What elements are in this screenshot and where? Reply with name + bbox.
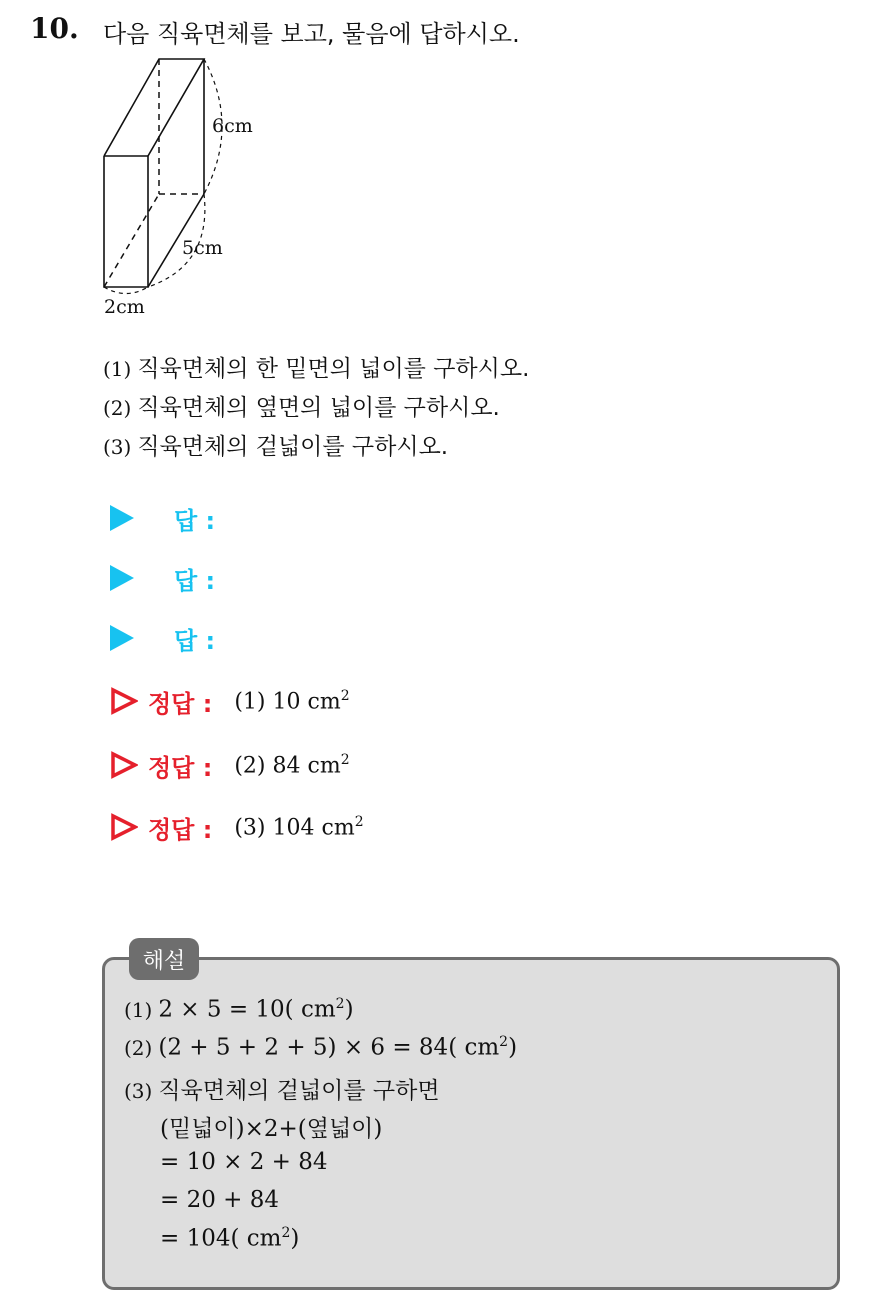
solution-number: (2)	[234, 753, 266, 779]
answer-blank-2[interactable]	[110, 558, 215, 598]
solution-exponent: 2	[340, 687, 350, 704]
play-triangle-icon	[110, 505, 134, 531]
explanation-line-5: = 10 × 2 + 84	[160, 1149, 328, 1175]
explanation-line-3	[124, 1072, 440, 1105]
outline-triangle-icon	[110, 687, 138, 715]
explanation-close: )	[508, 1034, 518, 1061]
width-arc	[104, 287, 148, 294]
solution-exponent: 2	[340, 751, 350, 768]
solution-value	[234, 814, 363, 840]
solution-number: (1)	[234, 689, 266, 715]
explanation-number: (2)	[124, 1035, 153, 1060]
explanation-close: )	[290, 1225, 300, 1252]
solution-number-value: 104	[272, 815, 315, 841]
explanation-line-7	[160, 1225, 299, 1252]
sub-question-text: 직육면체의 겉넓이를 구하시오.	[137, 434, 449, 460]
explanation-expr: (2 + 5 + 2 + 5) × 6 = 84( cm	[158, 1034, 500, 1061]
solution-label: 정답 :	[148, 815, 213, 844]
top-face	[104, 59, 204, 156]
solution-label: 정답 :	[148, 689, 213, 718]
sub-question-text: 직육면체의 한 밑면의 넓이를 구하시오.	[137, 356, 530, 382]
solution-2	[110, 745, 350, 785]
explanation-line-2	[124, 1034, 517, 1061]
answer-label: 답 :	[174, 566, 216, 595]
sub-question-text: 직육면체의 옆면의 넓이를 구하시오.	[137, 395, 500, 421]
solution-unit: cm	[307, 689, 341, 715]
cuboid-figure	[90, 50, 280, 325]
explanation-line-4: (밑넓이)×2+(옆넓이)	[160, 1116, 383, 1142]
sub-question-2	[103, 389, 500, 422]
sub-question-number: (1)	[103, 357, 132, 381]
sub-question-number: (2)	[103, 396, 132, 420]
solution-number-value: 10	[272, 689, 301, 715]
question-number: 10.	[30, 12, 79, 45]
answer-label: 답 :	[174, 506, 216, 535]
explanation-text: 직육면체의 겉넓이를 구하면	[158, 1078, 440, 1104]
explanation-number: (3)	[124, 1079, 153, 1103]
sub-question-number: (3)	[103, 435, 132, 459]
play-triangle-icon	[110, 625, 134, 651]
solution-3	[110, 807, 364, 847]
explanation-line-6: = 20 + 84	[160, 1187, 280, 1213]
solution-1	[110, 681, 350, 721]
width-label: 2cm	[104, 296, 145, 318]
solution-value	[234, 688, 349, 714]
solution-label: 정답 :	[148, 753, 213, 782]
explanation-exponent: 2	[281, 1225, 291, 1241]
question-text: 다음 직육면체를 보고, 물음에 답하시오.	[103, 20, 520, 48]
explanation-expr: = 104( cm	[160, 1225, 282, 1252]
answer-label: 답 :	[174, 626, 216, 655]
explanation-exponent: 2	[499, 1034, 509, 1050]
solution-value	[234, 752, 349, 778]
solution-number: (3)	[234, 815, 266, 841]
solution-exponent: 2	[354, 813, 364, 830]
explanation-line-1	[124, 996, 354, 1023]
play-triangle-icon	[110, 565, 134, 591]
front-face	[104, 156, 148, 287]
explanation-exponent: 2	[335, 996, 345, 1012]
solution-unit: cm	[307, 753, 341, 779]
explanation-expr: 2 × 5 = 10( cm	[158, 996, 336, 1023]
outline-triangle-icon	[110, 751, 138, 779]
sub-question-1	[103, 350, 529, 383]
outline-triangle-icon	[110, 813, 138, 841]
solution-number-value: 84	[272, 753, 301, 779]
explanation-close: )	[344, 996, 354, 1023]
solution-unit: cm	[321, 815, 355, 841]
height-label: 6cm	[212, 115, 253, 137]
answer-blank-3[interactable]	[110, 618, 215, 658]
answer-blank-1[interactable]	[110, 498, 215, 538]
hidden-bottom-left-edge	[104, 194, 159, 287]
sub-question-3	[103, 428, 448, 461]
explanation-tab: 해설	[129, 938, 199, 980]
explanation-number: (1)	[124, 997, 153, 1022]
depth-label: 5cm	[182, 237, 223, 259]
